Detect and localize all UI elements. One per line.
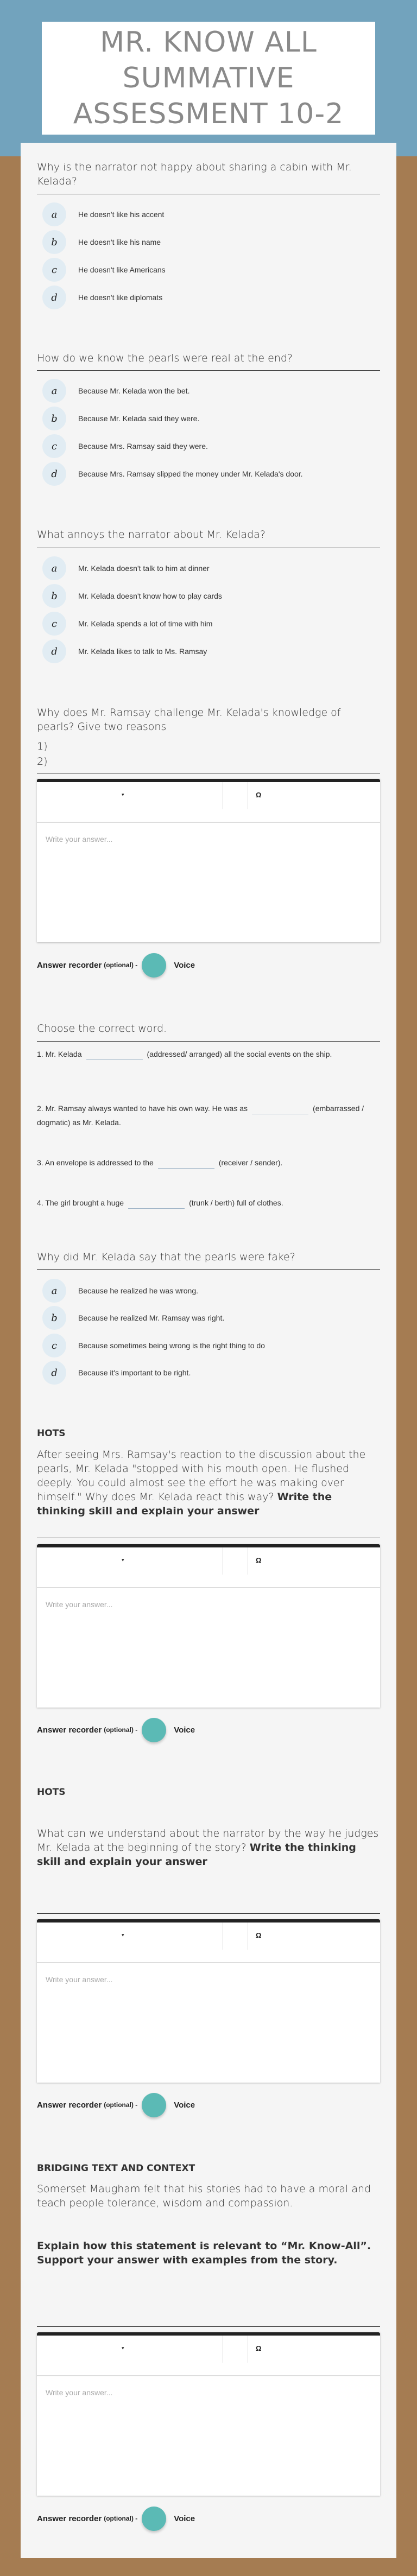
fill-text: (receiver / sender). xyxy=(218,1158,283,1167)
hots-question-1 xyxy=(37,1448,380,1518)
option-text: Because sometimes being wrong is the right thing to do xyxy=(78,1341,265,1350)
option-letter: a xyxy=(42,1279,66,1303)
divider xyxy=(37,1913,380,1914)
option-b[interactable] xyxy=(42,584,222,608)
hots-heading: HOTS xyxy=(37,1787,66,1798)
answer-input[interactable] xyxy=(37,1963,380,2083)
option-c[interactable] xyxy=(42,612,212,636)
special-character-icon[interactable]: Ω xyxy=(256,791,262,799)
editor-toolbar xyxy=(37,782,380,823)
blank-input[interactable] xyxy=(252,1105,308,1114)
editor-toolbar xyxy=(37,2336,380,2376)
question-1: Why is the narrator not happy about sharing a cabin with Mr. Kelada? xyxy=(37,161,352,187)
option-text: Because Mrs. Ramsay said they were. xyxy=(78,442,208,451)
answer-line-1: 1) xyxy=(37,740,48,752)
fill-text: (embarrassed / dogmatic) as Mr. Kelada. xyxy=(37,1104,364,1127)
option-letter: b xyxy=(42,584,66,608)
recorder-optional: (optional) - xyxy=(104,1726,138,1734)
option-letter: b xyxy=(42,1306,66,1330)
option-text: Because he realized he was wrong. xyxy=(78,1286,199,1295)
fill-text: 3. An envelope is addressed to the xyxy=(37,1158,154,1167)
blank-input[interactable] xyxy=(128,1199,185,1209)
answer-editor xyxy=(37,2332,380,2496)
question-6: Why did Mr. Kelada say that the pearls were fake? xyxy=(37,1251,295,1263)
option-letter: c xyxy=(42,612,66,636)
answer-editor xyxy=(37,779,380,942)
dropdown-icon[interactable]: ▾ xyxy=(122,1557,124,1563)
toolbar-separator xyxy=(222,782,223,809)
option-b[interactable] xyxy=(42,230,161,254)
option-c[interactable] xyxy=(42,258,166,282)
question-instruction: Write the thinking skill and explain your answer xyxy=(37,1491,332,1517)
option-letter: c xyxy=(42,1334,66,1357)
divider xyxy=(37,370,380,371)
option-b[interactable] xyxy=(42,407,199,430)
option-text: Because he realized Mr. Ramsay was right. xyxy=(78,1314,225,1322)
dropdown-icon[interactable]: ▾ xyxy=(122,792,124,797)
toolbar-separator xyxy=(247,1547,248,1575)
hots-question-2 xyxy=(37,1826,380,1869)
option-a[interactable] xyxy=(42,379,189,403)
toolbar-separator xyxy=(247,782,248,809)
option-letter: b xyxy=(42,230,66,254)
fill-item-2 xyxy=(37,1101,374,1130)
toolbar-separator xyxy=(247,1923,248,1950)
voice-label: Voice xyxy=(174,1725,195,1735)
option-letter: d xyxy=(42,285,66,309)
fill-text: (trunk / berth) full of clothes. xyxy=(189,1198,283,1207)
fill-text: 4. The girl brought a huge xyxy=(37,1198,124,1207)
option-b[interactable] xyxy=(42,1306,224,1330)
answer-line-2: 2) xyxy=(37,756,48,767)
toolbar-separator xyxy=(222,1923,223,1950)
recorder-label: Answer recorder xyxy=(37,2100,102,2110)
option-text: He doesn't like his accent xyxy=(78,210,165,219)
option-text: Because it's important to be right. xyxy=(78,1368,191,1377)
recorder-optional: (optional) - xyxy=(104,2515,138,2522)
option-d[interactable] xyxy=(42,462,303,486)
option-text: He doesn't like his name xyxy=(78,238,161,246)
bridging-instruction: Explain how this statement is relevant to “Mr. Know-All”. Support your answer with examples from the story. xyxy=(37,2240,371,2266)
voice-label: Voice xyxy=(174,960,195,970)
option-a[interactable] xyxy=(42,556,210,580)
answer-input[interactable] xyxy=(37,1588,380,1708)
option-text: Because Mr. Kelada won the bet. xyxy=(78,386,190,395)
option-d[interactable] xyxy=(42,639,207,663)
voice-label: Voice xyxy=(174,2100,195,2110)
option-letter: a xyxy=(42,556,66,580)
option-d[interactable] xyxy=(42,285,162,309)
option-a[interactable] xyxy=(42,202,164,226)
option-text: He doesn't like Americans xyxy=(78,265,166,274)
question-3: What annoys the narrator about Mr. Kelada? xyxy=(37,529,266,541)
question-text: After seeing Mrs. Ramsay's reaction to the discussion about the pearls, Mr. Kelada "stopped with his mouth open. He flushed deeply. You could almost see the effort he was making over himself." Why does Mr. Kelada react this way? xyxy=(37,1449,366,1503)
recorder-optional: (optional) - xyxy=(104,961,138,969)
recorder-optional: (optional) - xyxy=(104,2101,138,2109)
voice-label: Voice xyxy=(174,2514,195,2523)
hots-heading: HOTS xyxy=(37,1428,66,1439)
fill-item-4 xyxy=(37,1196,374,1210)
answer-recorder xyxy=(37,953,195,978)
option-letter: a xyxy=(42,379,66,403)
editor-toolbar xyxy=(37,1547,380,1588)
bridging-heading: BRIDGING TEXT AND CONTEXT xyxy=(37,2163,195,2174)
question-2: How do we know the pearls were real at the end? xyxy=(37,352,293,364)
option-a[interactable] xyxy=(42,1279,198,1303)
option-text: Mr. Kelada likes to talk to Ms. Ramsay xyxy=(78,647,207,656)
answer-editor xyxy=(37,1919,380,2083)
divider xyxy=(37,2326,380,2327)
answer-editor xyxy=(37,1544,380,1708)
bridging-text: Somerset Maugham felt that his stories had to have a moral and teach people tolerance, wisdom and compassion. xyxy=(37,2183,371,2209)
option-letter: d xyxy=(42,639,66,663)
option-d[interactable] xyxy=(42,1361,191,1385)
option-letter: b xyxy=(42,407,66,430)
option-text: Because Mr. Kelada said they were. xyxy=(78,414,200,423)
option-text: Because Mrs. Ramsay slipped the money under Mr. Kelada's door. xyxy=(78,469,303,478)
blank-input[interactable] xyxy=(86,1050,143,1060)
dropdown-icon[interactable]: ▾ xyxy=(122,1932,124,1938)
question-instruction: Write the thinking skill and explain your answer xyxy=(37,1842,356,1868)
fill-text: 1. Mr. Kelada xyxy=(37,1050,82,1058)
page-title: MR. KNOW ALL SUMMATIVE ASSESSMENT 10-2 xyxy=(73,26,344,130)
recorder-label: Answer recorder xyxy=(37,2514,102,2523)
editor-toolbar xyxy=(37,1923,380,1963)
answer-input[interactable] xyxy=(37,2376,380,2496)
dropdown-icon[interactable]: ▾ xyxy=(122,2345,124,2351)
option-letter: c xyxy=(42,434,66,458)
question-4: Why does Mr. Ramsay challenge Mr. Kelada's knowledge of pearls? Give two reasons xyxy=(37,707,341,733)
recorder-label: Answer recorder xyxy=(37,1725,102,1735)
fill-item-1 xyxy=(37,1047,374,1061)
option-letter: c xyxy=(42,258,66,282)
toolbar-separator xyxy=(222,2336,223,2363)
toolbar-separator xyxy=(247,2336,248,2363)
fill-text: 2. Mr. Ramsay always wanted to have his own way. He was as xyxy=(37,1104,248,1113)
special-character-icon[interactable]: Ω xyxy=(256,1931,262,1939)
fill-item-3 xyxy=(37,1156,374,1170)
blank-input[interactable] xyxy=(158,1159,214,1169)
divider xyxy=(37,1041,380,1042)
option-letter: d xyxy=(42,1361,66,1385)
fill-title: Choose the correct word. xyxy=(37,1023,167,1035)
question-text: What can we understand about the narrator by the way he judges Mr. Kelada at the beginning of the story? xyxy=(37,1828,379,1854)
answer-input[interactable] xyxy=(37,823,380,942)
recorder-label: Answer recorder xyxy=(37,960,102,970)
special-character-icon[interactable]: Ω xyxy=(256,1556,262,1564)
record-button[interactable] xyxy=(142,953,166,978)
answer-recorder xyxy=(37,2506,195,2531)
option-text: Mr. Kelada doesn't know how to play cards xyxy=(78,592,222,600)
option-c[interactable] xyxy=(42,1334,265,1357)
answer-recorder xyxy=(37,1717,195,1742)
toolbar-separator xyxy=(222,1547,223,1575)
special-character-icon[interactable]: Ω xyxy=(256,2344,262,2352)
option-text: Mr. Kelada doesn't talk to him at dinner xyxy=(78,564,210,573)
divider xyxy=(37,1269,380,1270)
record-button[interactable] xyxy=(142,2093,166,2117)
record-button[interactable] xyxy=(142,2507,166,2531)
fill-text: (addressed/ arranged) all the social events on the ship. xyxy=(147,1050,332,1058)
option-text: Mr. Kelada spends a lot of time with him xyxy=(78,619,213,628)
answer-recorder xyxy=(37,2092,195,2117)
title-box xyxy=(42,22,375,135)
record-button[interactable] xyxy=(142,1718,166,1742)
option-letter: d xyxy=(42,462,66,486)
option-text: He doesn't like diplomats xyxy=(78,293,163,302)
option-letter: a xyxy=(42,202,66,226)
option-c[interactable] xyxy=(42,434,208,458)
